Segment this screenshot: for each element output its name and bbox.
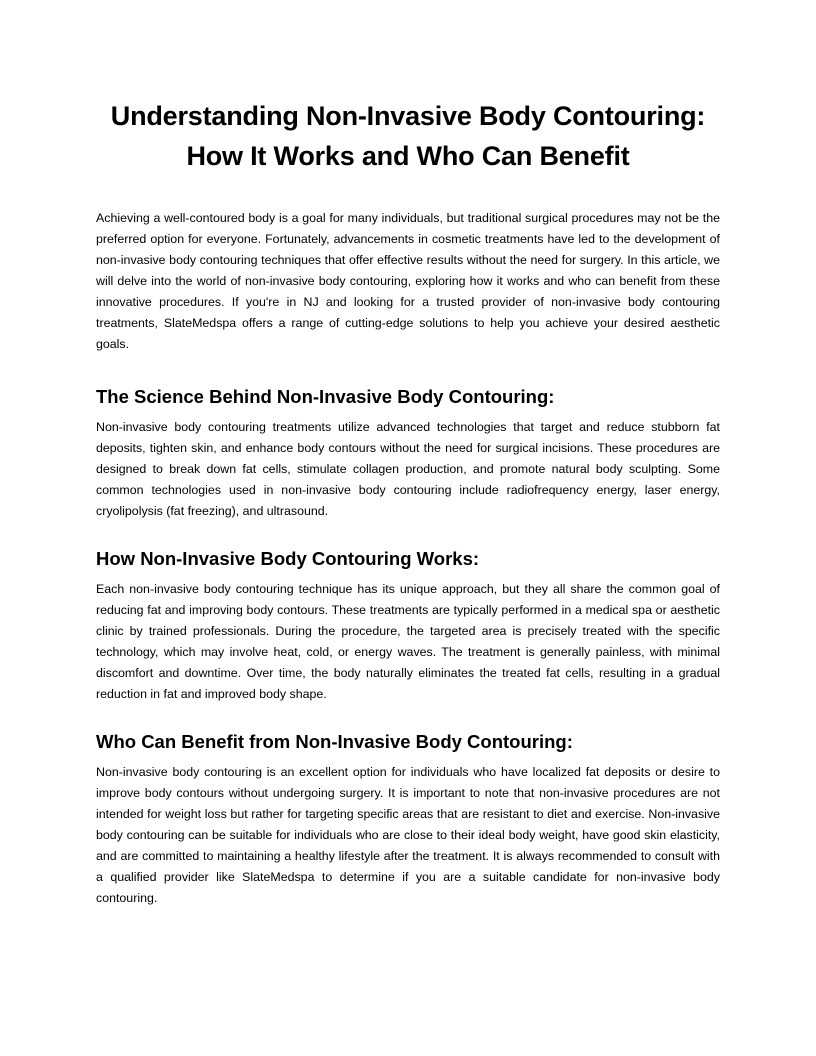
document-title — [96, 96, 720, 176]
section-body-who-can-benefit: Non-invasive body contouring is an excellent option for individuals who have localized fat deposits or desire to improve body contours without undergoing surgery. It is important to note that non-invasive procedures are not intended for weight loss but rather for targeting specific areas that are resistant to diet and exercise. Non-invasive body contouring can be suitable for individuals who are close to their ideal body weight, have good skin elasticity, and are committed to maintaining a healthy lifestyle after the treatment. It is always recommended to consult with a qualified provider like SlateMedspa to determine if you are a suitable candidate for non-invasive body contouring. — [96, 765, 720, 905]
section-heading-science: The Science Behind Non-Invasive Body Contouring: — [96, 386, 555, 407]
section-body-how-it-works: Each non-invasive body contouring technique has its unique approach, but they all share the common goal of reducing fat and improving body contours. These treatments are typically performed in a medical spa or aesthetic clinic by trained professionals. During the procedure, the targeted area is precisely treated with the specific technology, which may involve heat, cold, or energy waves. The treatment is generally painless, with minimal discomfort and downtime. Over time, the body naturally eliminates the treated fat cells, resulting in a gradual reduction in fat and improved body shape. — [96, 582, 720, 701]
section-heading-who-can-benefit: Who Can Benefit from Non-Invasive Body Contouring: — [96, 731, 573, 752]
title-line-1: Understanding Non-Invasive Body Contouring: — [110, 101, 706, 131]
intro-paragraph: Achieving a well-contoured body is a goal for many individuals, but traditional surgical procedures may not be the preferred option for everyone. Fortunately, advancements in cosmetic treatments have led to the development of non-invasive body contouring techniques that offer effective results without the need for surgery. In this article, we will delve into the world of non-invasive body contouring, exploring how it works and who can benefit from these innovative procedures. If you're in NJ and looking for a trusted provider of non-invasive body contouring treatments, SlateMedspa offers a range of cutting-edge solutions to help you achieve your desired aesthetic goals. — [96, 211, 720, 351]
section-heading-how-it-works: How Non-Invasive Body Contouring Works: — [96, 548, 480, 569]
title-line-2: How It Works and Who Can Benefit — [186, 141, 630, 171]
section-body-science: Non-invasive body contouring treatments utilize advanced technologies that target and reduce stubborn fat deposits, tighten skin, and enhance body contours without the need for surgical incisions. These procedures are designed to break down fat cells, stimulate collagen production, and promote natural body sculpting. Some common technologies used in non-invasive body contouring include radiofrequency energy, laser energy, cryolipolysis (fat freezing), and ultrasound. — [96, 420, 720, 518]
